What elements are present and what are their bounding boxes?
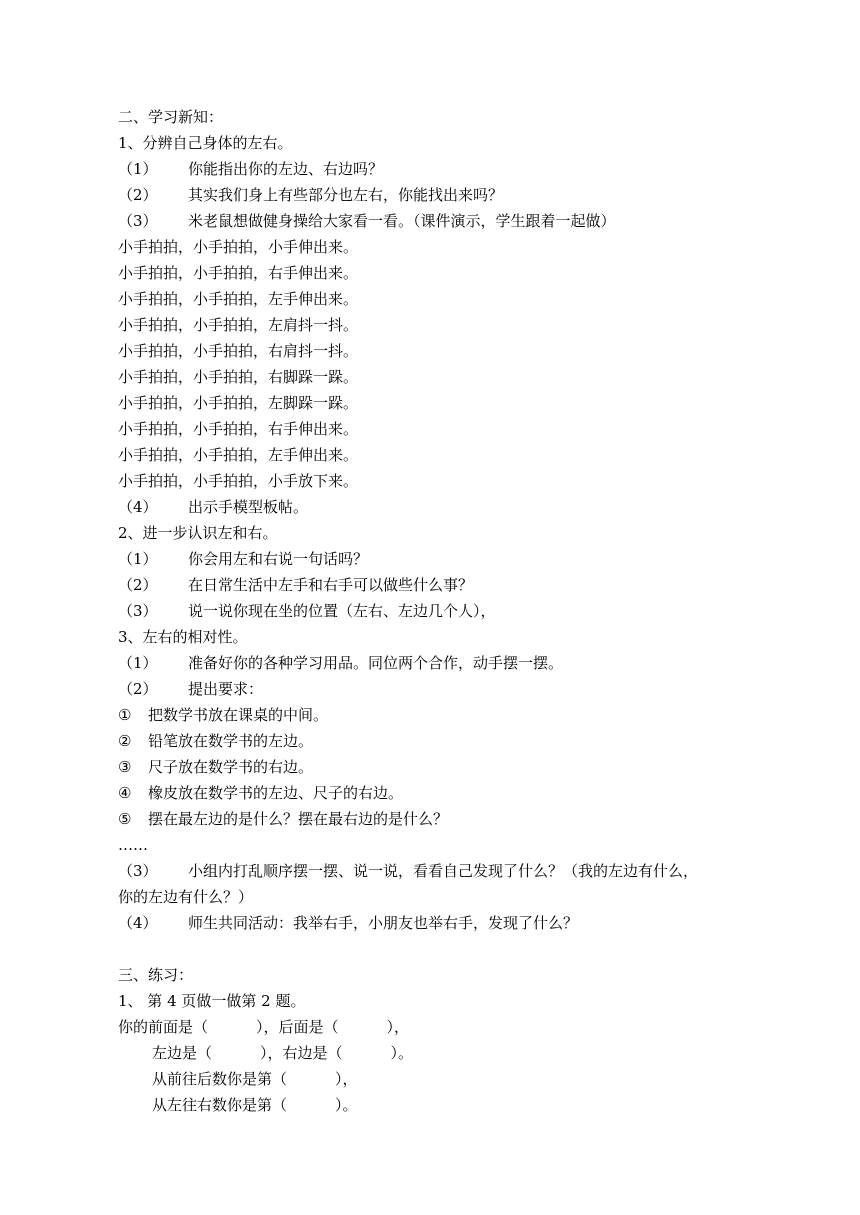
fill-text: ）。 — [335, 1096, 358, 1114]
subsection-title: 1、分辨自己身体的左右。 — [118, 134, 293, 152]
list-item — [118, 182, 798, 208]
chant-line: 小手拍拍，小手拍拍，小手放下来。 — [118, 472, 359, 490]
blank-line — [118, 936, 798, 962]
item-number: （1） — [118, 550, 158, 568]
item-number: （2） — [118, 576, 158, 594]
item-text: 小组内打乱顺序摆一摆、说一说，看看自己发现了什么？（我的左边有什么， — [188, 862, 699, 880]
fill-in-line — [118, 1040, 798, 1066]
chant-line: 小手拍拍，小手拍拍，小手伸出来。 — [118, 238, 359, 256]
chant-line: 小手拍拍，小手拍拍，左手伸出来。 — [118, 290, 359, 308]
fill-in-line — [118, 1066, 798, 1092]
item-number: （1） — [118, 654, 158, 672]
item-number: （1） — [118, 160, 158, 178]
requirement-text: 铅笔放在数学书的左边。 — [148, 732, 314, 750]
item-number: （2） — [118, 186, 158, 204]
fill-text: ）。 — [390, 1044, 414, 1062]
item-text: 你会用左和右说一句话吗？ — [188, 550, 369, 568]
item-number: （3） — [118, 602, 158, 620]
section-heading: 二、学习新知： — [118, 108, 224, 126]
chant-line: 小手拍拍，小手拍拍，右脚跺一跺。 — [118, 368, 359, 386]
item-text: 提出要求： — [188, 680, 264, 698]
item-number: （2） — [118, 680, 158, 698]
chant-line: 小手拍拍，小手拍拍，右手伸出来。 — [118, 264, 359, 282]
list-item — [118, 858, 798, 884]
item-number: （3） — [118, 212, 158, 230]
chant-line: 小手拍拍，小手拍拍，左脚跺一跺。 — [118, 394, 359, 412]
subsection-title: 2、进一步认识左和右。 — [118, 524, 278, 542]
list-item — [118, 910, 798, 936]
circled-number: ① — [118, 706, 132, 724]
item-number: （3） — [118, 862, 158, 880]
item-text: 准备好你的各种学习用品。同位两个合作，动手摆一摆。 — [188, 654, 564, 672]
chant-line: 小手拍拍，小手拍拍，左肩抖一抖。 — [118, 316, 359, 334]
item-text: 在日常生活中左手和右手可以做些什么事？ — [188, 576, 474, 594]
chant-line: 小手拍拍，小手拍拍，右肩抖一抖。 — [118, 342, 359, 360]
requirement-item — [118, 780, 798, 806]
fill-in-line — [118, 1092, 798, 1118]
ellipsis: …… — [118, 836, 148, 854]
list-item — [118, 598, 798, 624]
item-text: 米老鼠想做健身操给大家看一看。（课件演示，学生跟着一起做） — [188, 212, 616, 230]
chant-line: 小手拍拍，小手拍拍，右手伸出来。 — [118, 420, 359, 438]
circled-number: ④ — [118, 784, 132, 802]
fill-text: ）， — [335, 1070, 358, 1088]
item-number: （4） — [118, 498, 158, 516]
item-text: 师生共同活动：我举右手，小朋友也举右手，发现了什么？ — [188, 914, 579, 932]
fill-text: 从前往后数你是第（ — [152, 1070, 288, 1088]
fill-text: ），右边是（ — [260, 1044, 343, 1062]
chant-line: 小手拍拍，小手拍拍，左手伸出来。 — [118, 446, 359, 464]
list-item — [118, 650, 798, 676]
item-text: 你能指出你的左边、右边吗？ — [188, 160, 384, 178]
requirement-text: 尺子放在数学书的右边。 — [148, 758, 314, 776]
list-item — [118, 546, 798, 572]
item-text: 其实我们身上有些部分也左右，你能找出来吗？ — [188, 186, 504, 204]
circled-number: ② — [118, 732, 132, 750]
requirement-item — [118, 702, 798, 728]
requirement-text: 把数学书放在课桌的中间。 — [148, 706, 329, 724]
subsection-title: 3、左右的相对性。 — [118, 628, 248, 646]
list-item — [118, 676, 798, 702]
item-text: 出示手模型板帖。 — [188, 498, 309, 516]
item-text-continuation: 你的左边有什么？） — [118, 888, 254, 906]
item-text: 说一说你现在坐的位置（左右、左边几个人）， — [188, 602, 496, 620]
item-number: （4） — [118, 914, 158, 932]
fill-text: 你的前面是（ — [118, 1018, 209, 1036]
list-item — [118, 494, 798, 520]
list-item — [118, 208, 798, 234]
fill-text: ），后面是（ — [256, 1018, 339, 1036]
requirement-text: 橡皮放在数学书的左边、尺子的右边。 — [148, 784, 404, 802]
requirement-item — [118, 728, 798, 754]
requirement-item — [118, 806, 798, 832]
document-page — [118, 104, 798, 1118]
circled-number: ⑤ — [118, 810, 132, 828]
fill-text: 左边是（ — [152, 1044, 213, 1062]
exercise-item: 1、 第 4 页做一做第 2 题。 — [118, 992, 306, 1010]
fill-in-line — [118, 1014, 798, 1040]
requirement-text: 摆在最左边的是什么？摆在最右边的是什么？ — [148, 810, 449, 828]
fill-text: 从左往右数你是第（ — [152, 1096, 288, 1114]
fill-text: ）， — [386, 1018, 410, 1036]
circled-number: ③ — [118, 758, 132, 776]
section-heading: 三、练习： — [118, 966, 194, 984]
list-item — [118, 572, 798, 598]
list-item — [118, 156, 798, 182]
requirement-item — [118, 754, 798, 780]
